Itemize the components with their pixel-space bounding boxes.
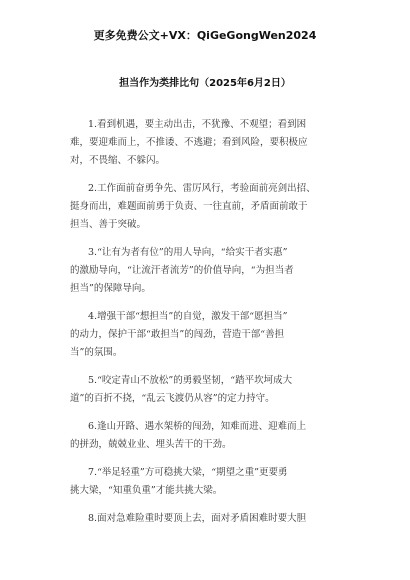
document-body: [70, 116, 352, 538]
paragraph-line: 的动力，保护干部“敢担当”的闯劲，营造干部“善担: [70, 329, 285, 340]
paragraph-line: 7.“举足轻重”方可稳挑大梁，“期望之重”更要勇: [88, 467, 288, 478]
paragraph-line: 的激励导向，“让流汗者流芳”的价值导向，“为担当者: [70, 265, 294, 276]
paragraph-line: 2.工作面前奋勇争先、雷厉风行，考验面前亮剑出招、: [88, 183, 316, 194]
paragraph-line: 3.“让有为者有位”的用人导向，“给实干者实惠”: [88, 247, 288, 258]
paragraph-4: [70, 308, 352, 362]
paragraph-line: 担当”的保障导向。: [70, 283, 151, 294]
paragraph-8: [70, 510, 352, 528]
paragraph-6: [70, 418, 352, 454]
paragraph-5: [70, 372, 352, 408]
paragraph-line: 1.看到机遇，要主动出击，不犹豫、不观望；看到困: [88, 119, 307, 130]
paragraph-line: 挺身而出，难题面前勇于负责、一往直前，矛盾面前敢于: [70, 201, 308, 212]
paragraph-line: 当”的氛围。: [70, 347, 123, 358]
paragraph-3: [70, 244, 352, 298]
paragraph-line: 对，不畏缩、不躲闪。: [70, 155, 166, 166]
paragraph-1: [70, 116, 352, 170]
paragraph-line: 8.面对急难险重时要顶上去，面对矛盾困难时要大胆: [88, 513, 307, 524]
paragraph-line: 6.逢山开路、遇水架桥的闯劲，知难而进、迎难而上: [88, 421, 307, 432]
paragraph-line: 道”的百折不挠，“乱云飞渡仍从容”的定力持守。: [70, 393, 275, 404]
paragraph-line: 5.“咬定青山不放松”的勇毅坚韧，“踏平坎坷成大: [88, 375, 293, 386]
paragraph-line: 挑大梁，“知重负重”才能共挑大梁。: [70, 485, 223, 496]
paragraph-7: [70, 464, 352, 500]
paragraph-line: 难，要迎难而上，不推诿、不逃避；看到风险，要积极应: [70, 137, 308, 148]
paragraph-line: 担当、善于突破。: [70, 219, 147, 230]
paragraph-2: [70, 180, 352, 234]
page-header: 更多免费公文+VX：QiGeGongWen2024: [93, 29, 317, 42]
document-title: 担当作为类排比句（2025年6月2日）: [119, 78, 291, 89]
paragraph-line: 4.增强干部“想担当”的自觉，激发干部“愿担当”: [88, 311, 288, 322]
paragraph-line: 的拼劲，兢兢业业、埋头苦干的干劲。: [70, 439, 232, 450]
